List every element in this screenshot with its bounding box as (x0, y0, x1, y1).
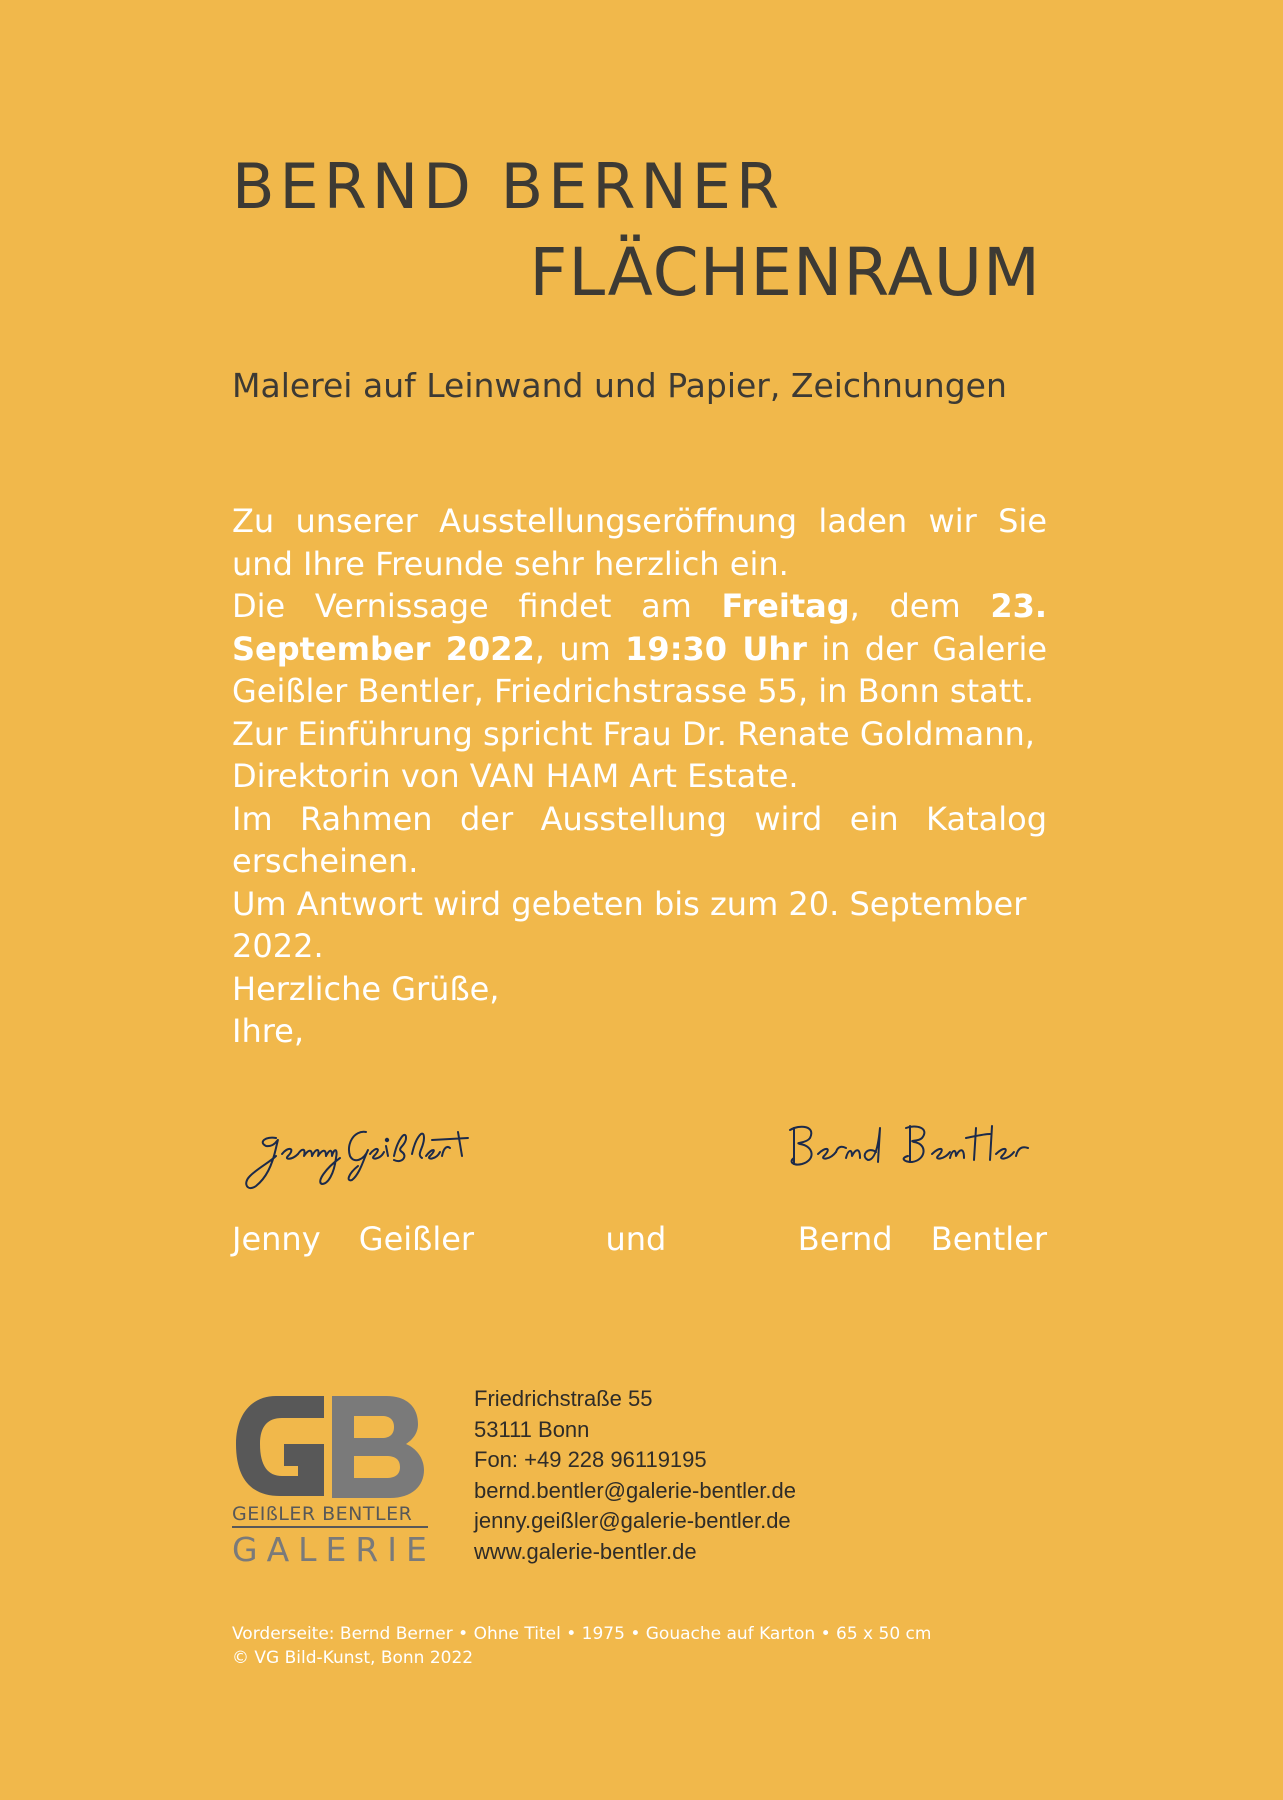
vernissage-day: Freitag (721, 587, 850, 625)
credits-copyright: © VG Bild-Kunst, Bonn 2022 (232, 1648, 474, 1668)
name-jenny-geissler: Jenny Geißler (232, 1220, 475, 1258)
contact-street: Friedrichstraße 55 (474, 1386, 653, 1411)
contact-city: 53111 Bonn (474, 1416, 590, 1442)
vernissage-paragraph (232, 585, 1047, 713)
contact-website[interactable]: www.galerie-bentler.de (474, 1538, 697, 1564)
credits-front-image: Vorderseite: Bernd Berner • Ohne Titel • 1975 • Gouache auf Karton • 65 x 50 cm (232, 1624, 932, 1644)
vernissage-time: 19:30 Uhr (625, 629, 807, 668)
vernissage-text: , um (534, 629, 626, 668)
signature-jenny-geissler (236, 1118, 486, 1198)
catalog-paragraph: Im Rahmen der Ausstellung wird ein Katalog erscheinen. (232, 799, 1047, 880)
vernissage-text: Die Vernissage findet am (232, 587, 722, 625)
logo-gallery-owners: GEIßLER BENTLER (232, 1502, 428, 1528)
contact-block (474, 1384, 796, 1568)
image-credits (232, 1622, 931, 1670)
rsvp-paragraph: Um Antwort wird gebeten bis zum 20. September 2022. (232, 884, 1027, 965)
invitation-text (232, 500, 1047, 1053)
exhibition-title: FLÄCHENRAUM (529, 234, 1041, 311)
contact-phone: Fon: +49 228 96119195 (474, 1447, 707, 1473)
exhibition-subtitle: Malerei auf Leinwand und Papier, Zeichnungen (232, 366, 1007, 405)
name-connector: und (605, 1220, 667, 1258)
intro-paragraph: Zu unserer Ausstellungseröffnung laden wir Sie und Ihre Freunde sehr herzlich ein. (232, 502, 1047, 583)
contact-email-bernd[interactable]: bernd.bentler@galerie-bentler.de (474, 1477, 796, 1503)
logo-galerie-word: GALERIE (232, 1530, 436, 1569)
name-bernd-bentler: Bernd Bentler (797, 1220, 1047, 1258)
greeting: Herzliche Grüße, (232, 969, 500, 1008)
vernissage-text: in der Galerie Geißler Bentler, Friedrichstrasse 55, in Bonn statt. (232, 629, 1048, 710)
vernissage-text: , dem (849, 587, 991, 625)
contact-email-jenny[interactable]: jenny.geißler@galerie-bentler.de (474, 1508, 791, 1534)
vernissage-date: 23. September 2022 (232, 587, 1048, 668)
signature-bernd-bentler (780, 1114, 1050, 1184)
signatory-names (232, 1220, 1047, 1258)
artist-name: BERND BERNER (232, 150, 785, 223)
closing: Ihre, (232, 1012, 305, 1050)
introduction-paragraph: Zur Einführung spricht Frau Dr. Renate Goldmann, Direktorin von VAN HAM Art Estate. (232, 714, 1035, 795)
